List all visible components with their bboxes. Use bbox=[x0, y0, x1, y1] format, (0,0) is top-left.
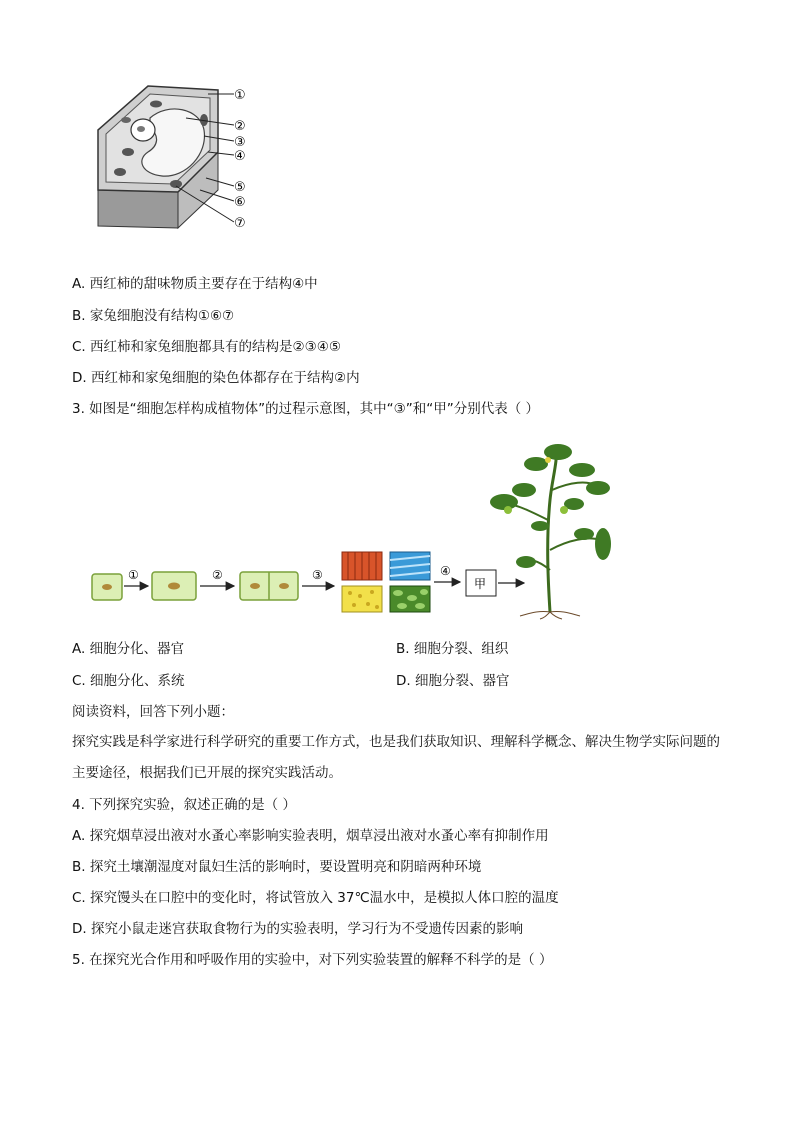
plant-cell-diagram bbox=[88, 80, 258, 240]
step-label-1: ① bbox=[128, 568, 139, 582]
step-label-3: ③ bbox=[312, 568, 323, 582]
q2-option-b: B. 家兔细胞没有结构①⑥⑦ bbox=[72, 308, 235, 324]
q3-option-c: C. 细胞分化、系统 bbox=[72, 673, 185, 689]
step-label-4: ④ bbox=[440, 564, 451, 578]
q4-option-d: D. 探究小鼠走迷宫获取食物行为的实验表明，学习行为不受遗传因素的影响 bbox=[72, 921, 523, 937]
reading-text: 探究实践是科学家进行科学研究的重要工作方式，也是我们获取知识、理解科学概念、解决生物学实际问题的主要途径，根据我们已开展的探究实践活动。 bbox=[72, 734, 720, 781]
cell-label-6: ⑥ bbox=[234, 195, 246, 210]
q2-option-d: D. 西红柿和家兔细胞的染色体都存在于结构②内 bbox=[72, 370, 360, 386]
q4-option-a: A. 探究烟草浸出液对水蚤心率影响实验表明，烟草浸出液对水蚤心率有抑制作用 bbox=[72, 828, 549, 844]
q3-option-b: B. 细胞分裂、组织 bbox=[396, 641, 509, 657]
cell-label-1: ① bbox=[234, 88, 246, 103]
q4-option-c: C. 探究馒头在口腔中的变化时，将试管放入 37℃温水中，是模拟人体口腔的温度 bbox=[72, 890, 559, 906]
q2-option-c: C. 西红柿和家兔细胞都具有的结构是②③④⑤ bbox=[72, 339, 341, 355]
q3-stem: 3. 如图是“细胞怎样构成植物体”的过程示意图，其中“③”和“甲”分别代表（ ） bbox=[72, 401, 540, 417]
reading-intro: 阅读资料，回答下列小题： bbox=[72, 704, 234, 720]
cell-label-3: ③ bbox=[234, 135, 246, 150]
organ-box-label: 甲 bbox=[474, 577, 487, 591]
q3-option-a: A. 细胞分化、器官 bbox=[72, 641, 185, 657]
q2-option-a: A. 西红柿的甜味物质主要存在于结构④中 bbox=[72, 276, 318, 292]
q5-stem: 5. 在探究光合作用和呼吸作用的实验中，对下列实验装置的解释不科学的是（ ） bbox=[72, 952, 553, 968]
cell-label-5: ⑤ bbox=[234, 180, 246, 195]
tomato-plant bbox=[490, 444, 611, 619]
cell-label-4: ④ bbox=[234, 149, 246, 164]
cell-label-7: ⑦ bbox=[234, 216, 246, 231]
q4-stem: 4. 下列探究实验，叙述正确的是（ ） bbox=[72, 797, 296, 813]
q3-option-d: D. 细胞分裂、器官 bbox=[396, 673, 510, 689]
cell-label-2: ② bbox=[234, 119, 246, 134]
q4-option-b: B. 探究土壤潮湿度对鼠妇生活的影响时，要设置明亮和阴暗两种环境 bbox=[72, 859, 482, 875]
plant-formation-diagram bbox=[88, 440, 618, 620]
step-label-2: ② bbox=[212, 568, 223, 582]
